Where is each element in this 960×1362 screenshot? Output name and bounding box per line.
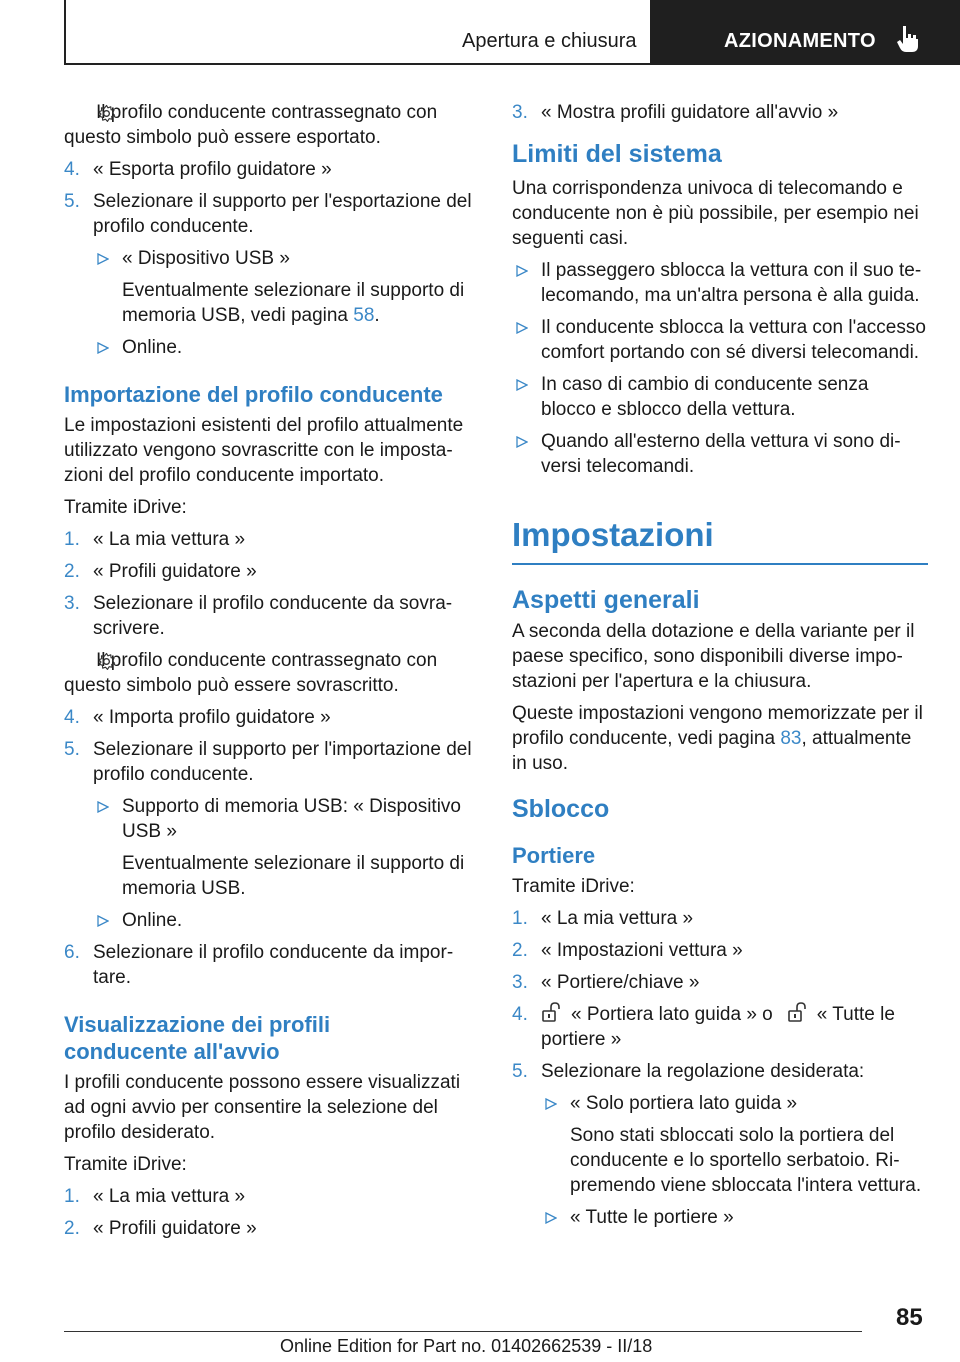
footer-rule bbox=[64, 1331, 862, 1332]
triangle-bullet-icon bbox=[97, 342, 109, 354]
triangle-bullet-icon bbox=[545, 1212, 557, 1224]
import-note-text: Il profilo conducente contrassegnato con questo simbolo può essere sovrascritto. bbox=[64, 650, 438, 696]
step-text: « Portiere/chiave » bbox=[541, 972, 700, 993]
bullet-text: In caso di cambio di conducente senza blocco e sblocco della vettura. bbox=[541, 374, 869, 420]
step-text: « Mostra profili guidatore all'avvio » bbox=[541, 102, 839, 123]
step-text: « Esporta profilo guidatore » bbox=[93, 159, 332, 180]
bullet-text: « Tutte le portiere » bbox=[570, 1207, 734, 1228]
page-link-58[interactable]: 58 bbox=[353, 305, 375, 326]
list-item bbox=[512, 1059, 928, 1230]
list-item bbox=[64, 705, 476, 730]
bullet-subtext bbox=[122, 278, 476, 328]
list-item bbox=[512, 100, 928, 125]
triangle-bullet-icon bbox=[97, 801, 109, 813]
import-note bbox=[64, 648, 476, 698]
step-number: 4. bbox=[64, 159, 80, 180]
list-item bbox=[512, 906, 928, 931]
step-text: Selezionare il supporto per l'esportazione del profilo conducente. bbox=[93, 191, 472, 237]
export-note bbox=[64, 100, 476, 150]
paragraph-part: , attualmente in uso. bbox=[512, 728, 912, 774]
unlocked-padlock-icon bbox=[787, 1002, 809, 1022]
step-text: « La mia vettura » bbox=[541, 908, 694, 929]
export-steps bbox=[64, 157, 476, 360]
limits-paragraph: Una corrispondenza univoca di telecomando e conducente non è più possibile, per esempio nei seguenti casi. bbox=[512, 178, 919, 249]
display-idrive-label: Tramite iDrive: bbox=[64, 1154, 187, 1175]
header-left-rule bbox=[64, 0, 66, 64]
import-steps bbox=[64, 527, 476, 641]
step-number: 1. bbox=[64, 529, 80, 550]
list-item bbox=[541, 1091, 928, 1198]
triangle-bullet-icon bbox=[545, 1098, 557, 1110]
subtext-part: Eventualmente selezionare il supporto di memoria USB, vedi pagina bbox=[122, 280, 465, 326]
export-options bbox=[93, 246, 476, 360]
heading-general-aspects: Aspetti generali bbox=[512, 586, 700, 614]
gear-icon bbox=[97, 104, 116, 123]
heading-system-limits: Limiti del sistema bbox=[512, 140, 722, 168]
bullet-subtext: Sono stati sbloccati solo la portiera del conducente e lo sportello serbatoio. Ripremendo viene sbloccata l'intera vettura. bbox=[570, 1125, 922, 1196]
paragraph-part: Queste impostazioni vengono memorizzate per il profilo conducente, vedi pagina bbox=[512, 703, 923, 749]
step-number: 2. bbox=[64, 561, 80, 582]
step-text: « Profili guidatore » bbox=[93, 561, 257, 582]
list-item bbox=[93, 335, 476, 360]
display-steps-continued bbox=[512, 100, 928, 125]
step-text: Selezionare il profilo conducente da sovrascrivere. bbox=[93, 593, 453, 639]
doors-options bbox=[541, 1091, 928, 1230]
list-item bbox=[512, 429, 928, 479]
list-item bbox=[64, 189, 476, 360]
step-text: « Profili guidatore » bbox=[93, 1218, 257, 1239]
list-item bbox=[64, 527, 476, 552]
import-paragraph: Le impostazioni esistenti del profilo attualmente utilizzato vengono sovrascritte con le impostazioni del profilo conducente importato. bbox=[64, 415, 464, 486]
list-item bbox=[64, 559, 476, 584]
heading-settings: Impostazioni bbox=[512, 515, 928, 565]
export-note-text: Il profilo conducente contrassegnato con questo simbolo può essere esportato. bbox=[64, 102, 438, 148]
bullet-text: Il passeggero sblocca la vettura con il suo telecomando, ma un'altra persona è alla guida. bbox=[541, 260, 922, 306]
step-number: 1. bbox=[512, 908, 528, 929]
step-text: Selezionare il supporto per l'importazione del profilo conducente. bbox=[93, 739, 472, 785]
page-number: 85 bbox=[896, 1304, 923, 1331]
heading-unlock: Sblocco bbox=[512, 795, 610, 823]
triangle-bullet-icon bbox=[97, 253, 109, 265]
import-steps-continued bbox=[64, 705, 476, 990]
list-item bbox=[512, 372, 928, 422]
subtext-part: . bbox=[374, 305, 380, 326]
step-text: « Tutte le portiere » bbox=[541, 1004, 895, 1050]
header-section-title: Apertura e chiusura bbox=[462, 30, 637, 52]
step-text: « Portiera lato guida » o bbox=[571, 1004, 773, 1025]
triangle-bullet-icon bbox=[516, 265, 528, 277]
step-number: 2. bbox=[512, 940, 528, 961]
triangle-bullet-icon bbox=[97, 915, 109, 927]
bullet-text: Online. bbox=[122, 337, 183, 358]
list-item bbox=[64, 737, 476, 933]
import-idrive-label: Tramite iDrive: bbox=[64, 497, 187, 518]
triangle-bullet-icon bbox=[516, 436, 528, 448]
triangle-bullet-icon bbox=[516, 322, 528, 334]
unlocked-padlock-icon bbox=[541, 1002, 563, 1022]
general-paragraph: A seconda della dotazione e della variante per il paese specifico, sono disponibili diverse impostazioni per l'apertura e la chiusura. bbox=[512, 621, 915, 692]
step-number: 2. bbox=[64, 1218, 80, 1239]
list-item bbox=[64, 1184, 476, 1209]
step-number: 5. bbox=[512, 1061, 528, 1082]
page-link-83[interactable]: 83 bbox=[780, 728, 802, 749]
step-number: 4. bbox=[512, 1004, 528, 1025]
heading-line: Visualizzazione dei profili bbox=[64, 1012, 331, 1037]
heading-line: conducente all'avvio bbox=[64, 1039, 280, 1064]
header-chapter-title: AZIONAMENTO bbox=[724, 30, 876, 52]
step-number: 1. bbox=[64, 1186, 80, 1207]
step-text: « Impostazioni vettura » bbox=[541, 940, 743, 961]
hand-pointer-icon bbox=[894, 24, 922, 54]
step-text: « Importa profilo guidatore » bbox=[93, 707, 331, 728]
heading-import-profile: Importazione del profilo conducente bbox=[64, 382, 443, 407]
bullet-text: Online. bbox=[122, 910, 183, 931]
list-item bbox=[64, 157, 476, 182]
step-text: « La mia vettura » bbox=[93, 1186, 246, 1207]
step-text: « La mia vettura » bbox=[93, 529, 246, 550]
list-item bbox=[64, 940, 476, 990]
list-item bbox=[512, 938, 928, 963]
left-column bbox=[64, 100, 476, 1248]
list-item bbox=[512, 315, 928, 365]
bullet-text: « Dispositivo USB » bbox=[122, 248, 290, 269]
step-number: 5. bbox=[64, 191, 80, 212]
bullet-text: Supporto di memoria USB: « Dispositivo USB » bbox=[122, 796, 461, 842]
list-item bbox=[93, 794, 476, 901]
general-paragraph-2 bbox=[512, 701, 928, 776]
list-item bbox=[64, 1216, 476, 1241]
header-bottom-rule bbox=[64, 63, 650, 65]
limits-list bbox=[512, 258, 928, 479]
gear-icon bbox=[97, 652, 116, 671]
display-paragraph: I profili conducente possono essere visualizzati ad ogni avvio per consentire la selezione del profilo desiderato. bbox=[64, 1072, 461, 1143]
list-item bbox=[541, 1205, 928, 1230]
bullet-text: « Solo portiera lato guida » bbox=[570, 1093, 798, 1114]
step-number: 5. bbox=[64, 739, 80, 760]
heading-display-profiles bbox=[64, 1011, 476, 1065]
step-number: 4. bbox=[64, 707, 80, 728]
display-steps bbox=[64, 1184, 476, 1241]
step-number: 3. bbox=[512, 972, 528, 993]
doors-steps bbox=[512, 906, 928, 1230]
right-column bbox=[512, 100, 928, 1237]
step-number: 3. bbox=[64, 593, 80, 614]
bullet-subtext: Eventualmente selezionare il supporto di memoria USB. bbox=[122, 853, 465, 899]
step-text: Selezionare il profilo conducente da importare. bbox=[93, 942, 454, 988]
bullet-text: Quando all'esterno della vettura vi sono diversi telecomandi. bbox=[541, 431, 901, 477]
list-item bbox=[512, 1002, 928, 1052]
list-item bbox=[64, 591, 476, 641]
import-options bbox=[93, 794, 476, 933]
footer-edition: Online Edition for Part no. 01402662539 - II/18 bbox=[280, 1336, 653, 1356]
step-number: 3. bbox=[512, 102, 528, 123]
list-item bbox=[512, 970, 928, 995]
heading-doors: Portiere bbox=[512, 843, 596, 868]
doors-idrive-label: Tramite iDrive: bbox=[512, 876, 635, 897]
step-text: Selezionare la regolazione desiderata: bbox=[541, 1061, 865, 1082]
list-item bbox=[512, 258, 928, 308]
step-number: 6. bbox=[64, 942, 80, 963]
bullet-text: Il conducente sblocca la vettura con l'accesso comfort portando con sé diversi telecomandi. bbox=[541, 317, 926, 363]
list-item bbox=[93, 908, 476, 933]
triangle-bullet-icon bbox=[516, 379, 528, 391]
list-item bbox=[93, 246, 476, 328]
